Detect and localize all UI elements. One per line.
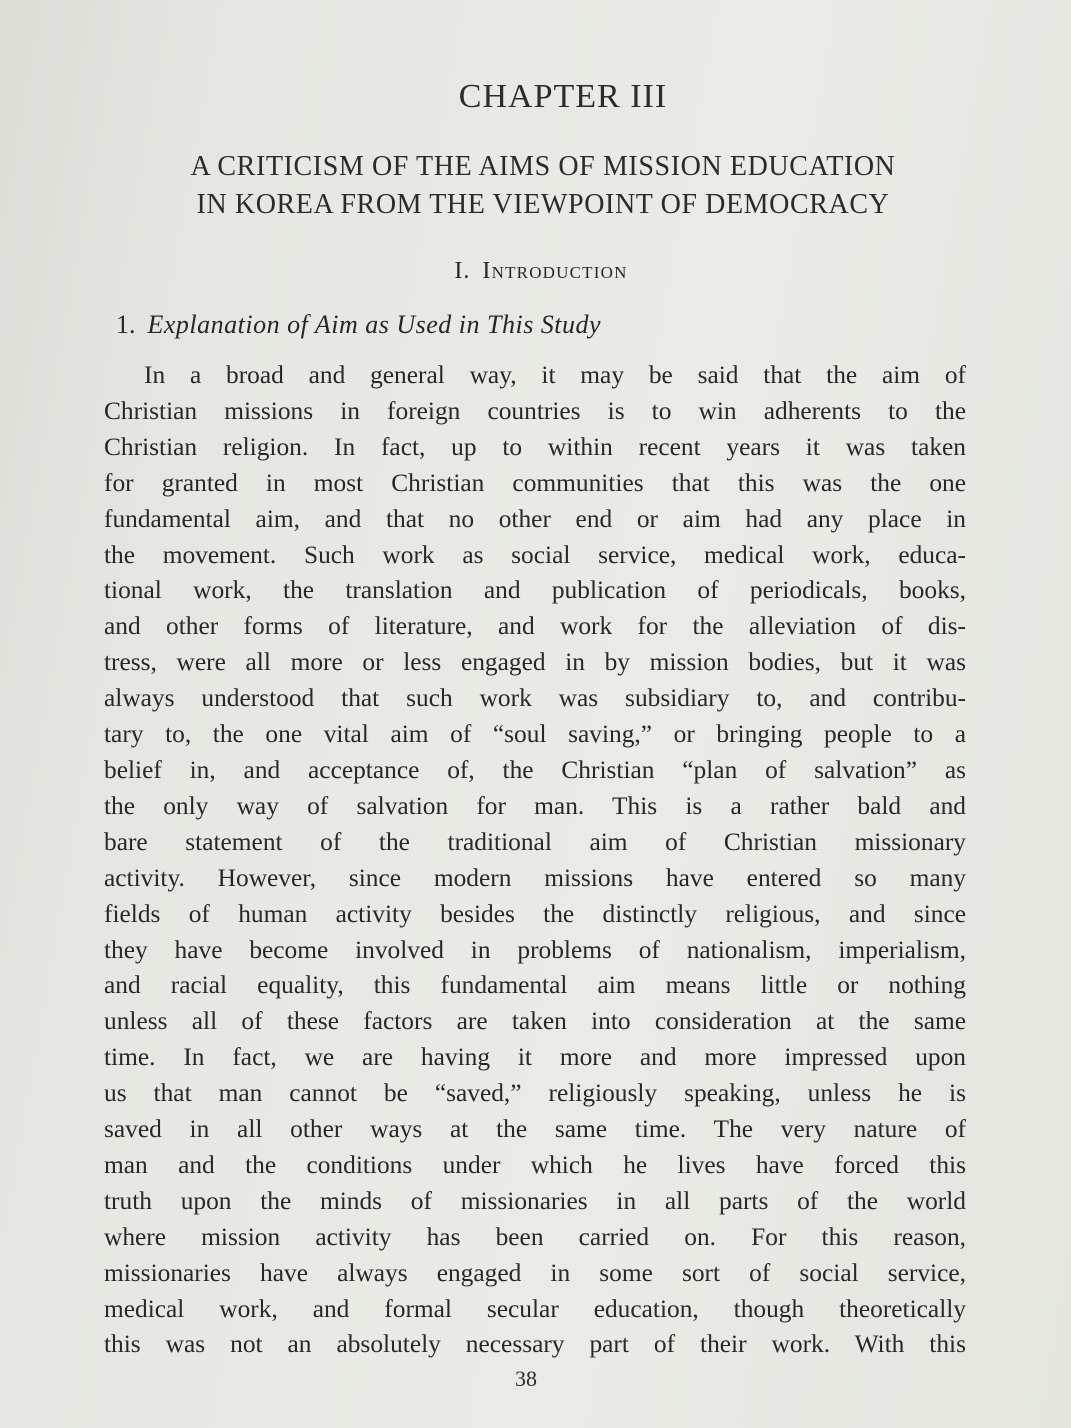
text-line: where mission activity has been carried on. For this reason,	[104, 1222, 966, 1251]
section-title: Introduction	[482, 258, 628, 284]
text-line: activity. However, since modern missions have entered so many	[104, 863, 966, 892]
text-line: this was not an absolutely necessary part of their work. With this	[104, 1330, 966, 1359]
text-line: unless all of these factors are taken into consideration at the same	[104, 1007, 966, 1036]
subsection-title: Explanation of Aim as Used in This Study	[147, 310, 602, 339]
text-line: belief in, and acceptance of, the Christian “plan of salvation” as	[104, 755, 966, 784]
text-line: Christian missions in foreign countries is to win adherents to the	[104, 396, 966, 425]
text-line: truth upon the minds of missionaries in all parts of the world	[104, 1186, 966, 1215]
section-number: I.	[454, 258, 471, 284]
text-line: fields of human activity besides the distinctly religious, and since	[104, 899, 966, 928]
text-line: the movement. Such work as social service, medical work, educa-	[104, 540, 966, 569]
text-line: for granted in most Christian communities that this was the one	[104, 468, 966, 497]
chapter-title-line-1: A CRITICISM OF THE AIMS OF MISSION EDUCATION	[190, 151, 896, 182]
text-line: and other forms of literature, and work for the alleviation of dis-	[104, 612, 966, 641]
text-line: tress, were all more or less engaged in by mission bodies, but it was	[104, 648, 966, 677]
text-line: fundamental aim, and that no other end or aim had any place in	[104, 504, 966, 533]
text-line: and racial equality, this fundamental aim means little or nothing	[104, 971, 966, 1000]
chapter-title	[100, 148, 986, 224]
text-line: us that man cannot be “saved,” religiously speaking, unless he is	[104, 1079, 966, 1108]
subsection-number: 1.	[116, 310, 136, 339]
chapter-title-line-2: IN KOREA FROM THE VIEWPOINT OF DEMOCRACY	[196, 189, 890, 220]
text-line: missionaries have always engaged in some sort of social service,	[104, 1258, 966, 1287]
text-line: tary to, the one vital aim of “soul saving,” or bringing people to a	[104, 720, 966, 749]
text-line: In a broad and general way, it may be said that the aim of	[144, 361, 966, 389]
text-line: bare statement of the traditional aim of Christian missionary	[104, 827, 966, 856]
page-number: 38	[515, 1366, 537, 1391]
text-line: always understood that such work was subsidiary to, and contribu-	[104, 684, 966, 713]
text-line: the only way of salvation for man. This is a rather bald and	[104, 791, 966, 820]
body-paragraph	[104, 358, 966, 1363]
text-line: time. In fact, we are having it more and more impressed upon	[104, 1043, 966, 1072]
subsection-heading	[116, 310, 601, 340]
chapter-heading: CHAPTER III	[458, 78, 668, 115]
text-line: tional work, the translation and publication of periodicals, books,	[104, 576, 966, 605]
text-line: saved in all other ways at the same time. The very nature of	[104, 1115, 966, 1144]
section-heading	[0, 258, 1071, 285]
text-line: they have become involved in problems of nationalism, imperialism,	[104, 935, 966, 964]
text-line: medical work, and formal secular education, though theoretically	[104, 1294, 966, 1323]
text-line: Christian religion. In fact, up to within recent years it was taken	[104, 432, 966, 461]
text-line: man and the conditions under which he lives have forced this	[104, 1150, 966, 1179]
